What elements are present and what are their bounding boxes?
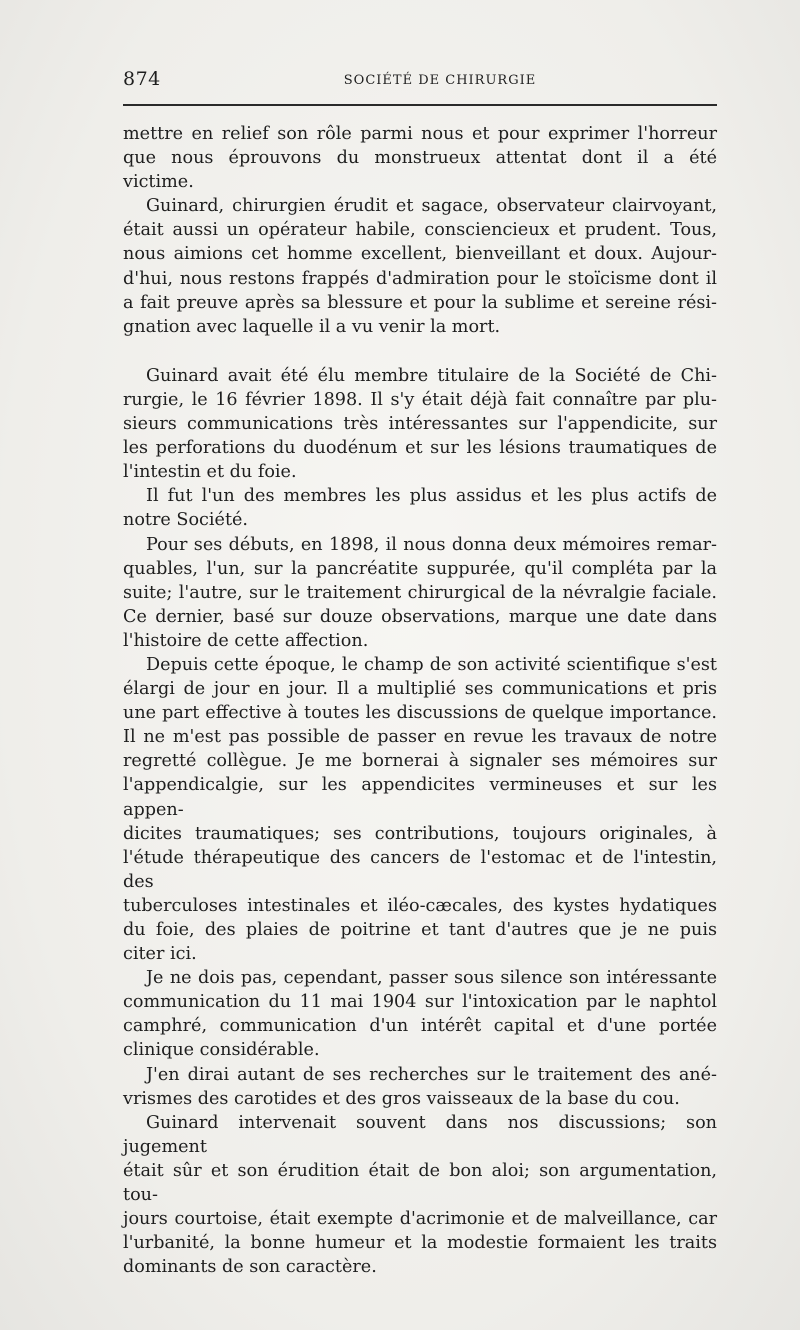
- paragraph-1: [123, 122, 717, 194]
- text-line: gnation avec laquelle il a vu venir la mort.: [123, 316, 501, 337]
- text-line: Pour ses débuts, en 1898, il nous donna deux mémoires remar-: [146, 534, 717, 555]
- text-line: rurgie, le 16 février 1898. Il s'y était déjà fait connaître par plu-: [123, 389, 717, 410]
- text-line: quables, l'un, sur la pancréatite suppurée, qu'il compléta par la: [123, 558, 717, 579]
- text-line: vrismes des carotides et des gros vaisseaux de la base du cou.: [123, 1088, 680, 1109]
- text-line: une part effective à toutes les discussions de quelque importance.: [123, 703, 717, 724]
- text-line: Ce dernier, basé sur douze observations, marque une date dans: [123, 606, 717, 627]
- text-line: était sûr et son érudition était de bon aloi; son argumentation, tou-: [123, 1160, 717, 1206]
- text-line: Guinard, chirurgien érudit et sagace, observateur clairvoyant,: [146, 196, 717, 217]
- text-line: l'étude thérapeutique des cancers de l'estomac et de l'intestin, des: [123, 847, 717, 892]
- text-line: notre Société.: [123, 510, 249, 531]
- text-line: nous aimions cet homme excellent, bienveillant et doux. Aujour-: [123, 244, 717, 265]
- text-line: camphré, communication d'un intérêt capital et d'une portée: [123, 1016, 717, 1037]
- body-text: [123, 122, 717, 1279]
- text-line: les perforations du duodénum et sur les lésions traumatiques de: [123, 438, 717, 459]
- text-line: J'en dirai autant de ses recherches sur le traitement des ané-: [146, 1064, 717, 1085]
- text-line: Guinard avait été élu membre titulaire de la Société de Chi-: [146, 365, 717, 386]
- text-line: l'histoire de cette affection.: [123, 630, 369, 651]
- text-line: victime.: [123, 172, 194, 193]
- paragraph-4: [123, 484, 717, 532]
- header-rule: [123, 104, 717, 106]
- text-line: communication du 11 mai 1904 sur l'intoxication par le naphtol: [123, 992, 717, 1013]
- text-line: Guinard intervenait souvent dans nos discussions; son jugement: [123, 1112, 717, 1157]
- text-line: dominants de son caractère.: [123, 1257, 377, 1278]
- text-line: élargi de jour en jour. Il a multiplié ses communications et pris: [123, 679, 717, 700]
- page-number: 874: [123, 68, 161, 90]
- text-line: Je ne dois pas, cependant, passer sous silence son intéressante: [146, 968, 717, 989]
- text-line: dicites traumatiques; ses contributions, toujours originales, à: [123, 823, 717, 844]
- paragraph-9: [123, 1111, 717, 1280]
- text-line: était aussi un opérateur habile, consciencieux et prudent. Tous,: [123, 220, 717, 241]
- paragraph-8: [123, 1063, 717, 1111]
- text-line: suite; l'autre, sur le traitement chirurgical de la névralgie faciale.: [123, 582, 717, 603]
- running-title: SOCIÉTÉ DE CHIRURGIE: [343, 73, 537, 88]
- paragraph-7: [123, 966, 717, 1062]
- text-line: sieurs communications très intéressantes sur l'appendicite, sur: [123, 414, 717, 435]
- paragraph-2: [123, 194, 717, 339]
- page-header: [123, 68, 717, 98]
- text-line: d'hui, nous restons frappés d'admiration pour le stoïcisme dont il: [123, 268, 717, 289]
- text-line: Il fut l'un des membres les plus assidus et les plus actifs de: [146, 486, 717, 507]
- section-gap: [123, 339, 717, 364]
- text-line: Depuis cette époque, le champ de son activité scientifique s'est: [146, 654, 717, 675]
- text-line: l'appendicalgie, sur les appendicites vermineuses et sur les appen-: [123, 775, 717, 820]
- paragraph-6: [123, 653, 717, 966]
- text-line: du foie, des plaies de poitrine et tant d'autres que je ne puis: [123, 920, 717, 940]
- text-line: l'intestin et du foie.: [123, 462, 297, 483]
- paragraph-5: [123, 533, 717, 653]
- text-line: tuberculoses intestinales et iléo-cæcales, des kystes hydatiques: [123, 895, 717, 916]
- text-line: regretté collègue. Je me bornerai à signaler ses mémoires sur: [123, 751, 717, 772]
- text-line: a fait preuve après sa blessure et pour la sublime et sereine rési-: [123, 292, 717, 313]
- text-line: jours courtoise, était exempte d'acrimonie et de malveillance, car: [123, 1209, 717, 1230]
- text-line: que nous éprouvons du monstrueux attentat dont il a été: [123, 148, 717, 169]
- text-line: citer ici.: [123, 944, 197, 965]
- text-line: clinique considérable.: [123, 1040, 320, 1061]
- text-line: l'urbanité, la bonne humeur et la modestie formaient les traits: [123, 1233, 717, 1254]
- text-line: Il ne m'est pas possible de passer en revue les travaux de notre: [123, 727, 717, 748]
- paragraph-3: [123, 364, 717, 484]
- text-line: mettre en relief son rôle parmi nous et pour exprimer l'horreur: [123, 124, 717, 144]
